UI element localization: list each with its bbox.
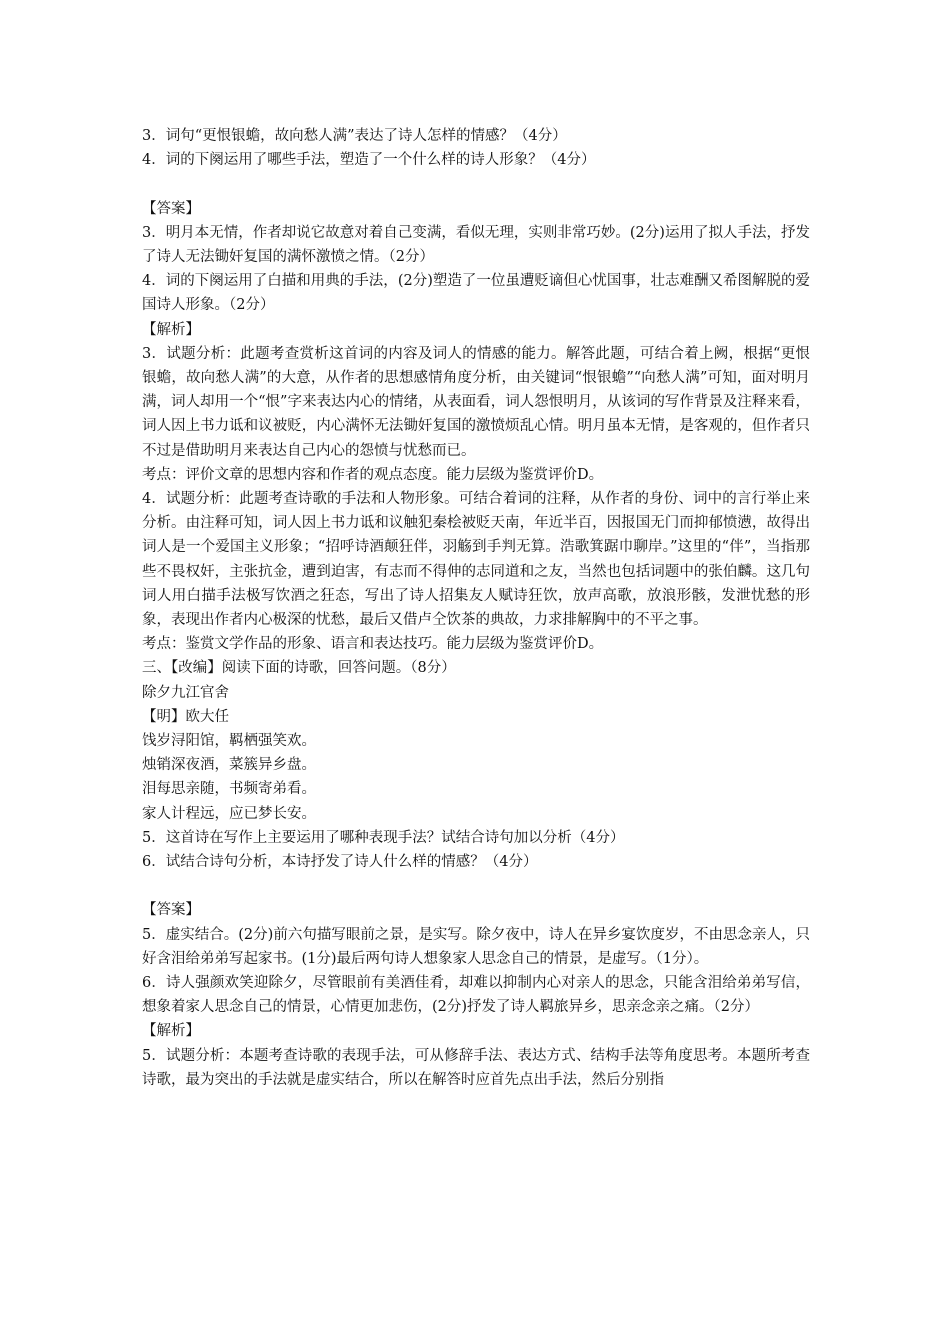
text-line: 【解析】 bbox=[142, 1023, 200, 1040]
paragraph: 3．明月本无情，作者却说它故意对着自己变满，看似无理，实则非常巧妙。(2分)运用了拟人手法，抒发了诗人无法锄奸复国的满怀激愤之情。（2分） bbox=[142, 224, 810, 265]
document-page bbox=[142, 124, 810, 1092]
text-line: 6．试结合诗句分析，本诗抒发了诗人什么样的情感？（4分） bbox=[142, 854, 538, 871]
text-line: 除夕九江官舍 bbox=[142, 684, 229, 701]
text-line: 5．这首诗在写作上主要运用了哪种表现手法？试结合诗句加以分析（4分） bbox=[142, 829, 625, 846]
text-line: 考点：评价文章的思想内容和作者的观点态度。能力层级为鉴赏评价D。 bbox=[142, 466, 604, 483]
paragraph: 6．诗人强颜欢笑迎除夕，尽管眼前有美酒佳肴，却难以抑制内心对亲人的思念，只能含泪给弟弟写信，想象着家人思念自己的情景，心情更加悲伤，(2分)抒发了诗人羁旅异乡，思亲念亲之痛。（2分） bbox=[142, 975, 810, 1016]
paragraph: 5．试题分析：本题考查诗歌的表现手法，可从修辞手法、表达方式、结构手法等角度思考。本题所考查诗歌，最为突出的手法就是虚实结合，所以在解答时应首先点出手法，然后分别指 bbox=[142, 1047, 810, 1088]
text-line: 家人计程远，应已梦长安。 bbox=[142, 805, 316, 822]
text-line: 【答案】 bbox=[142, 200, 200, 217]
text-line: 烛销深夜酒，菜簇异乡盘。 bbox=[142, 757, 316, 774]
text-line: 【解析】 bbox=[142, 321, 200, 338]
paragraph: 4．试题分析：此题考查诗歌的手法和人物形象。可结合着词的注释，从作者的身份、词中的言行举止来分析。由注释可知，词人因上书力诋和议触犯秦桧被贬天南，年近半百，因报国无门而抑郁愤懑，故得出词人是一个爱国主义形象；“招呼诗酒颠狂伴，羽觞到手判无算。浩歌箕踞巾聊岸。”这里的“伴”，当指那些不畏权奸，主张抗金，遭到迫害，有志而不得伸的志同道和之友，当然也包括词题中的张伯麟。这几句词人用白描手法极写饮酒之狂态，写出了诗人招集友人赋诗狂饮，放声高歌，放浪形骸，发泄忧愁的形象，表现出作者内心极深的忧愁，最后又借卢仝饮茶的典故，力求排解胸中的不平之事。 bbox=[142, 491, 810, 629]
paragraph: 5．虚实结合。(2分)前六句描写眼前之景，是实写。除夕夜中，诗人在异乡宴饮度岁，不由思念亲人，只好含泪给弟弟写起家书。(1分)最后两句诗人想象家人思念自己的情景，是虚写。（1分）。 bbox=[142, 926, 810, 967]
text-line: 三、【改编】阅读下面的诗歌，回答问题。（8分） bbox=[142, 660, 456, 677]
text-line: 【答案】 bbox=[142, 902, 200, 919]
text-line: 饯岁浔阳馆，羁栖强笑欢。 bbox=[142, 733, 316, 750]
blank-line bbox=[142, 874, 810, 898]
text-line: 泪每思亲随，书频寄弟看。 bbox=[142, 781, 316, 798]
paragraph: 3．试题分析：此题考查赏析这首词的内容及词人的情感的能力。解答此题，可结合着上阙，根据“更恨银蟾，故向愁人满”的大意，从作者的思想感情角度分析，由关键词“恨银蟾”“向愁人满”可知，面对明月满，词人却用一个“恨”字来表达内心的情绪，从表面看，词人怨恨明月，从该词的写作背景及注释来看，词人因上书力诋和议被贬，内心满怀无法锄奸复国的激愤烦乱心情。明月虽本无情，是客观的，但作者只不过是借助明月来表达自己内心的怨愤与忧愁而已。 bbox=[142, 345, 810, 459]
paragraph: 4．词的下阕运用了白描和用典的手法，(2分)塑造了一位虽遭贬谪但心忧国事，壮志难酬又希图解脱的爱国诗人形象。（2分） bbox=[142, 273, 810, 314]
text-line: 4．词的下阕运用了哪些手法，塑造了一个什么样的诗人形象？（4分） bbox=[142, 152, 596, 169]
text-line: 【明】欧大任 bbox=[142, 708, 229, 725]
text-line: 考点：鉴赏文学作品的形象、语言和表达技巧。能力层级为鉴赏评价D。 bbox=[142, 636, 604, 653]
text-line: 3．词句“更恨银蟾，故向愁人满”表达了诗人怎样的情感？（4分） bbox=[142, 128, 567, 144]
blank-line bbox=[142, 172, 810, 196]
